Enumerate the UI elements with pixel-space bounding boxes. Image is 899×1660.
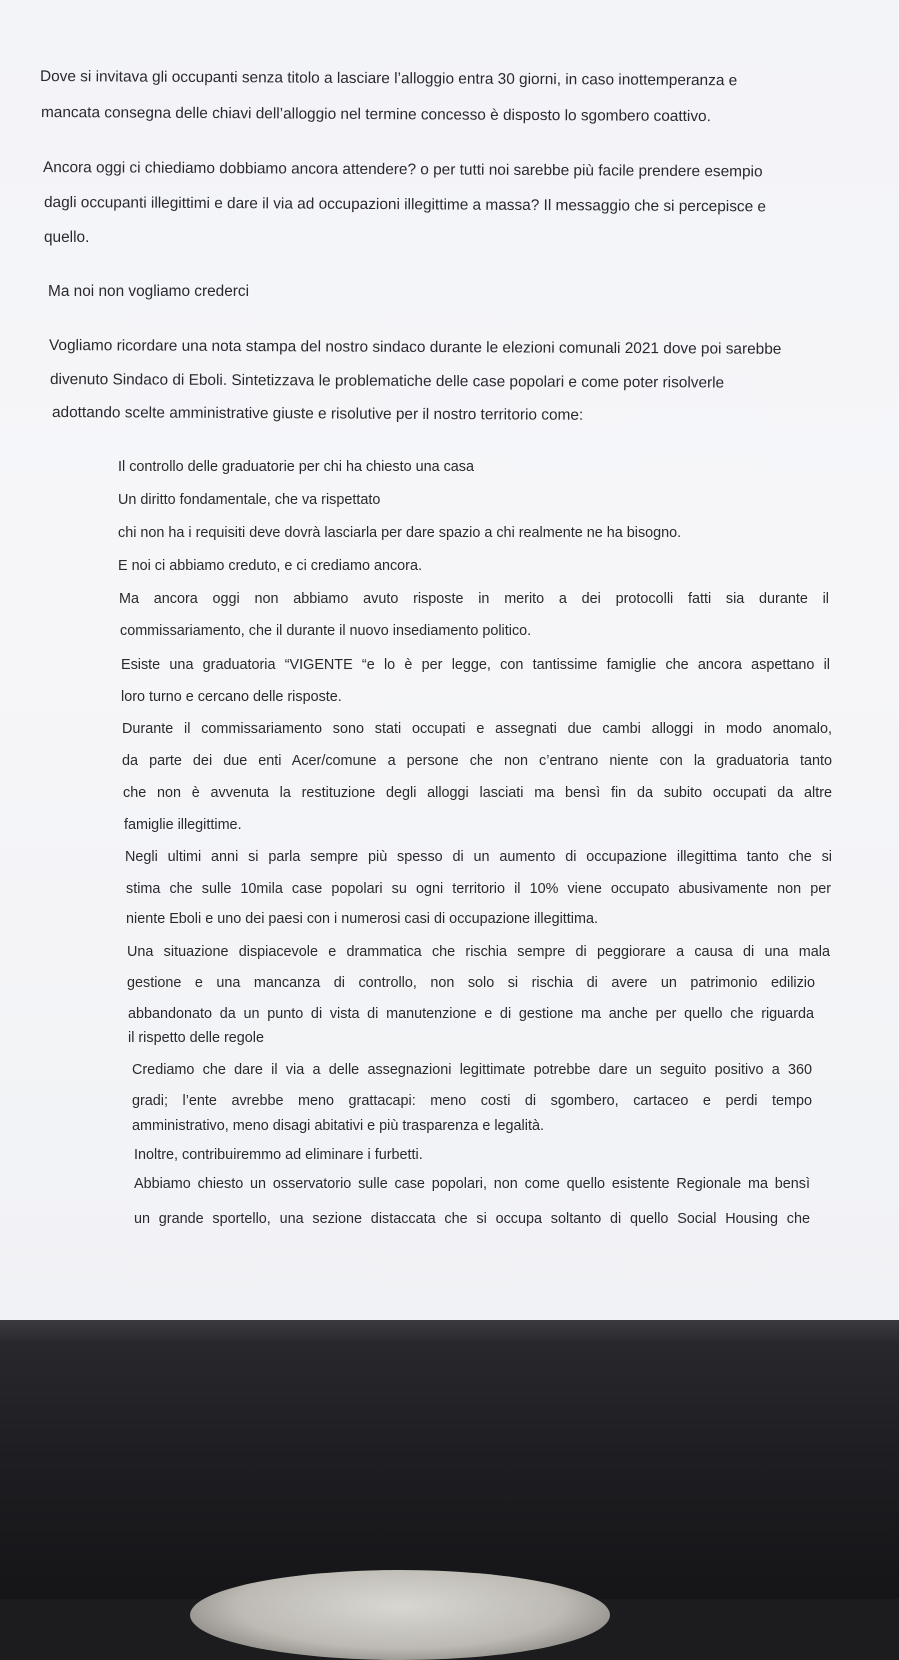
- text-line: Ma ancora oggi non abbiamo avuto risposte in merito a dei protocolli fatti sia durante il: [119, 591, 829, 607]
- text-line: amministrativo, meno disagi abitativi e più trasparenza e legalità.: [132, 1118, 544, 1134]
- text-line: Crediamo che dare il via a delle assegnazioni legittimate potrebbe dare un seguito positivo a 360: [132, 1062, 812, 1078]
- fabric-object: [190, 1570, 610, 1660]
- text-line: il rispetto delle regole: [128, 1030, 264, 1046]
- text-line: loro turno e cercano delle risposte.: [121, 689, 342, 705]
- text-line: dagli occupanti illegittimi e dare il via ad occupazioni illegittime a massa? Il messaggio che si percepisce e: [43, 194, 767, 216]
- text-line: Abbiamo chiesto un osservatorio sulle case popolari, non come quello esistente Regionale ma bensì: [134, 1176, 810, 1192]
- text-line: un grande sportello, una sezione distaccata che si occupa soltanto di quello Social Housing che: [134, 1211, 810, 1227]
- text-line: famiglie illegittime.: [124, 817, 242, 833]
- text-line: Il controllo delle graduatorie per chi ha chiesto una casa: [118, 459, 474, 475]
- text-line: Inoltre, contribuiremmo ad eliminare i furbetti.: [134, 1147, 423, 1163]
- text-line: stima che sulle 10mila case popolari su ogni territorio il 10% viene occupato abusivamente non per: [126, 881, 831, 897]
- text-line: chi non ha i requisiti deve dovrà lasciarla per dare spazio a chi realmente ne ha bisogno.: [118, 525, 682, 541]
- text-line: gradi; l’ente avrebbe meno grattacapi: meno costi di sgombero, cartaceo e perdi tempo: [132, 1093, 812, 1109]
- text-line: E noi ci abbiamo creduto, e ci crediamo ancora.: [118, 558, 422, 574]
- text-line: divenuto Sindaco di Eboli. Sintetizzava le problematiche delle case popolari e come poter risolverle: [49, 371, 725, 392]
- text-line: Ma noi non vogliamo crederci: [48, 283, 250, 300]
- page-shadow: [0, 1320, 899, 1344]
- text-line: da parte dei due enti Acer/comune a persone che non c’entrano niente con la graduatoria tanto: [122, 753, 832, 769]
- text-line: Negli ultimi anni si parla sempre più spesso di un aumento di occupazione illegittima tanto che si: [125, 849, 832, 865]
- text-line: che non è avvenuta la restituzione degli alloggi lasciati ma bensì fin da subito occupati da altre: [123, 785, 832, 801]
- text-line: Vogliamo ricordare una nota stampa del nostro sindaco durante le elezioni comunali 2021 dove poi sarebbe: [48, 337, 782, 358]
- text-line: abbandonato da un punto di vista di manutenzione e di gestione ma anche per quello che riguarda: [128, 1006, 814, 1022]
- text-line: Esiste una graduatoria “VIGENTE “e lo è per legge, con tantissime famiglie che ancora aspettano il: [121, 657, 830, 673]
- text-line: mancata consegna delle chiavi dell’alloggio nel termine concesso è disposto lo sgombero coattivo.: [40, 104, 711, 126]
- dark-background: [0, 1320, 899, 1599]
- text-line: niente Eboli e uno dei paesi con i numerosi casi di occupazione illegittima.: [126, 911, 598, 927]
- text-line: Un diritto fondamentale, che va rispettato: [118, 492, 381, 508]
- text-line: commissariamento, che il durante il nuovo insediamento politico.: [120, 623, 532, 639]
- text-line: quello.: [44, 229, 90, 246]
- text-line: gestione e una mancanza di controllo, non solo si rischia di avere un patrimonio edilizio: [127, 975, 815, 991]
- text-line: Una situazione dispiacevole e drammatica che rischia sempre di peggiorare a causa di una mala: [127, 944, 830, 960]
- text-line: Dove si invitava gli occupanti senza titolo a lasciare l’alloggio entra 30 giorni, in caso inottemperanza e: [39, 68, 738, 90]
- text-line: adottando scelte amministrative giuste e risolutive per il nostro territorio come:: [51, 404, 584, 424]
- text-line: Ancora oggi ci chiediamo dobbiamo ancora attendere? o per tutti noi sarebbe più facile prendere esempio: [42, 159, 763, 181]
- text-line: Durante il commissariamento sono stati occupati e assegnati due cambi alloggi in modo anomalo,: [122, 721, 832, 737]
